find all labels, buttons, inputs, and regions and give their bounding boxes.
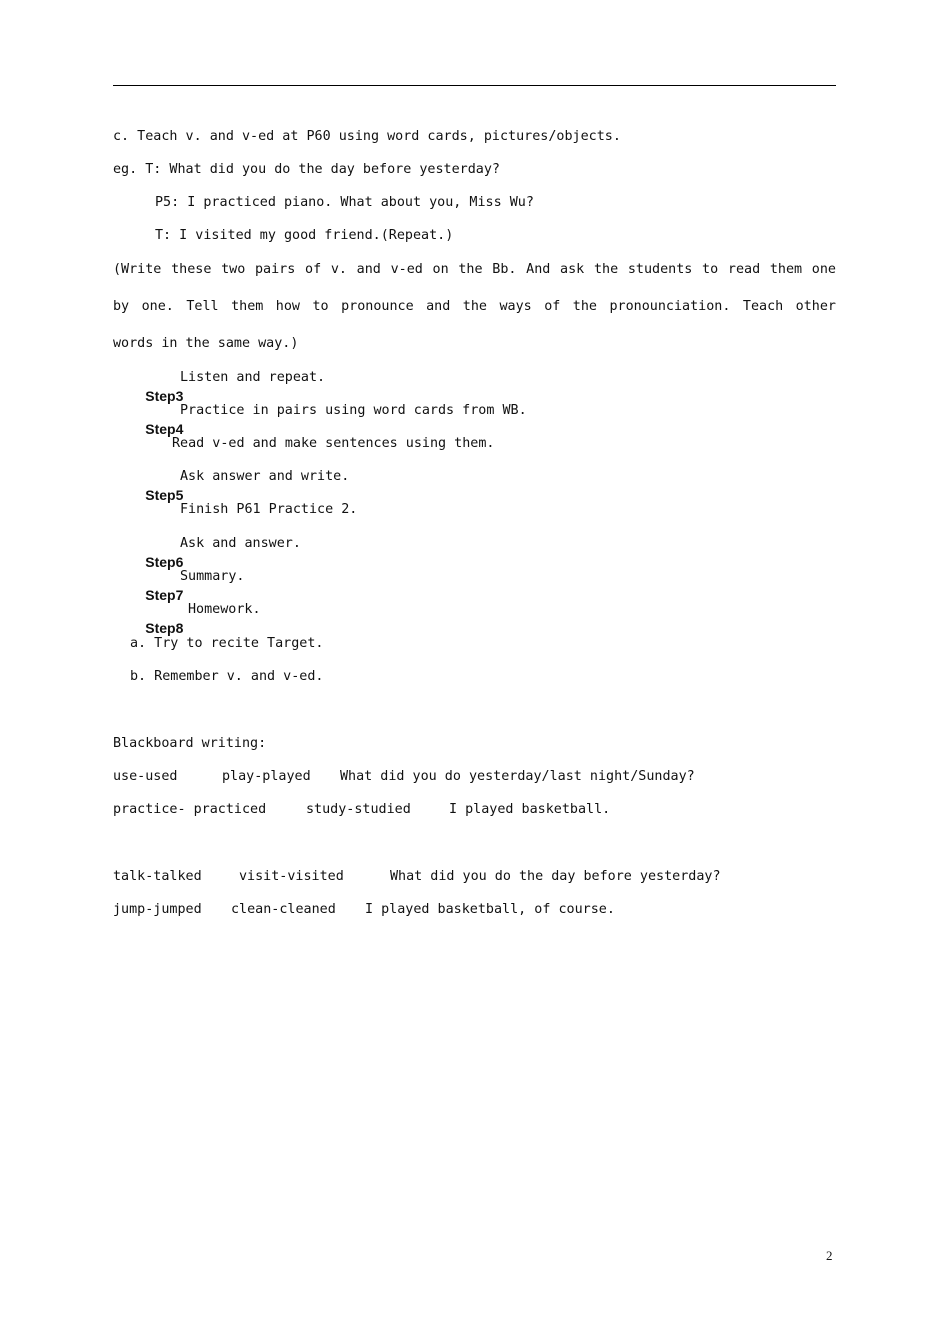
step-label: Step4 xyxy=(145,421,184,437)
example-line: eg. T: What did you do the day before yesterday? xyxy=(113,162,500,177)
bb-row2-col2: study-studied xyxy=(306,802,411,817)
step-label: Step8 xyxy=(145,620,184,636)
step-label: Step3 xyxy=(145,388,184,404)
bb-row1-col3: What did you do yesterday/last night/Sunday? xyxy=(340,769,695,784)
step3-text: Listen and repeat. xyxy=(180,370,326,385)
step4-subtext: Read v-ed and make sentences using them. xyxy=(172,436,495,451)
step-label: Step6 xyxy=(145,554,184,570)
homework-item-a: a. Try to recite Target. xyxy=(130,636,324,651)
bb-row1-col1: use-used xyxy=(113,769,178,784)
step-label: Step5 xyxy=(145,487,184,503)
header-rule xyxy=(113,85,836,86)
bb-row4-col1: jump-jumped xyxy=(113,902,202,917)
teacher-line: T: I visited my good friend.(Repeat.) xyxy=(155,228,454,243)
homework-item-b: b. Remember v. and v-ed. xyxy=(130,669,324,684)
teach-line: c. Teach v. and v-ed at P60 using word cards, pictures/objects. xyxy=(113,129,621,144)
bb-row4-col2: clean-cleaned xyxy=(231,902,336,917)
step5-subtext: Finish P61 Practice 2. xyxy=(180,502,358,517)
page-number: 2 xyxy=(826,1248,833,1263)
bb-row1-col2: play-played xyxy=(222,769,311,784)
paragraph-line-3: words in the same way.) xyxy=(113,336,299,351)
bb-row3-col1: talk-talked xyxy=(113,869,202,884)
bb-row3-col3: What did you do the day before yesterday? xyxy=(390,869,721,884)
bb-row3-col2: visit-visited xyxy=(239,869,344,884)
step4-text: Practice in pairs using word cards from WB. xyxy=(180,403,527,418)
paragraph-line-1: (Write these two pairs of v. and v-ed on the Bb. And ask the students to read them one xyxy=(113,262,836,277)
bb-row2-col3: I played basketball. xyxy=(449,802,611,817)
blackboard-heading: Blackboard writing: xyxy=(113,736,267,751)
bb-row2-col1: practice- practiced xyxy=(113,802,267,817)
step-label: Step7 xyxy=(145,587,184,603)
step7-text: Summary. xyxy=(180,569,245,584)
paragraph-line-2: by one. Tell them how to pronounce and the ways of the pronounciation. Teach other xyxy=(113,299,836,314)
step6-text: Ask and answer. xyxy=(180,536,301,551)
p5-line: P5: I practiced piano. What about you, Miss Wu? xyxy=(155,195,534,210)
step8-text: Homework. xyxy=(188,602,261,617)
bb-row4-col3: I played basketball, of course. xyxy=(365,902,615,917)
step5-row xyxy=(113,468,183,524)
step5-text: Ask answer and write. xyxy=(180,469,350,484)
